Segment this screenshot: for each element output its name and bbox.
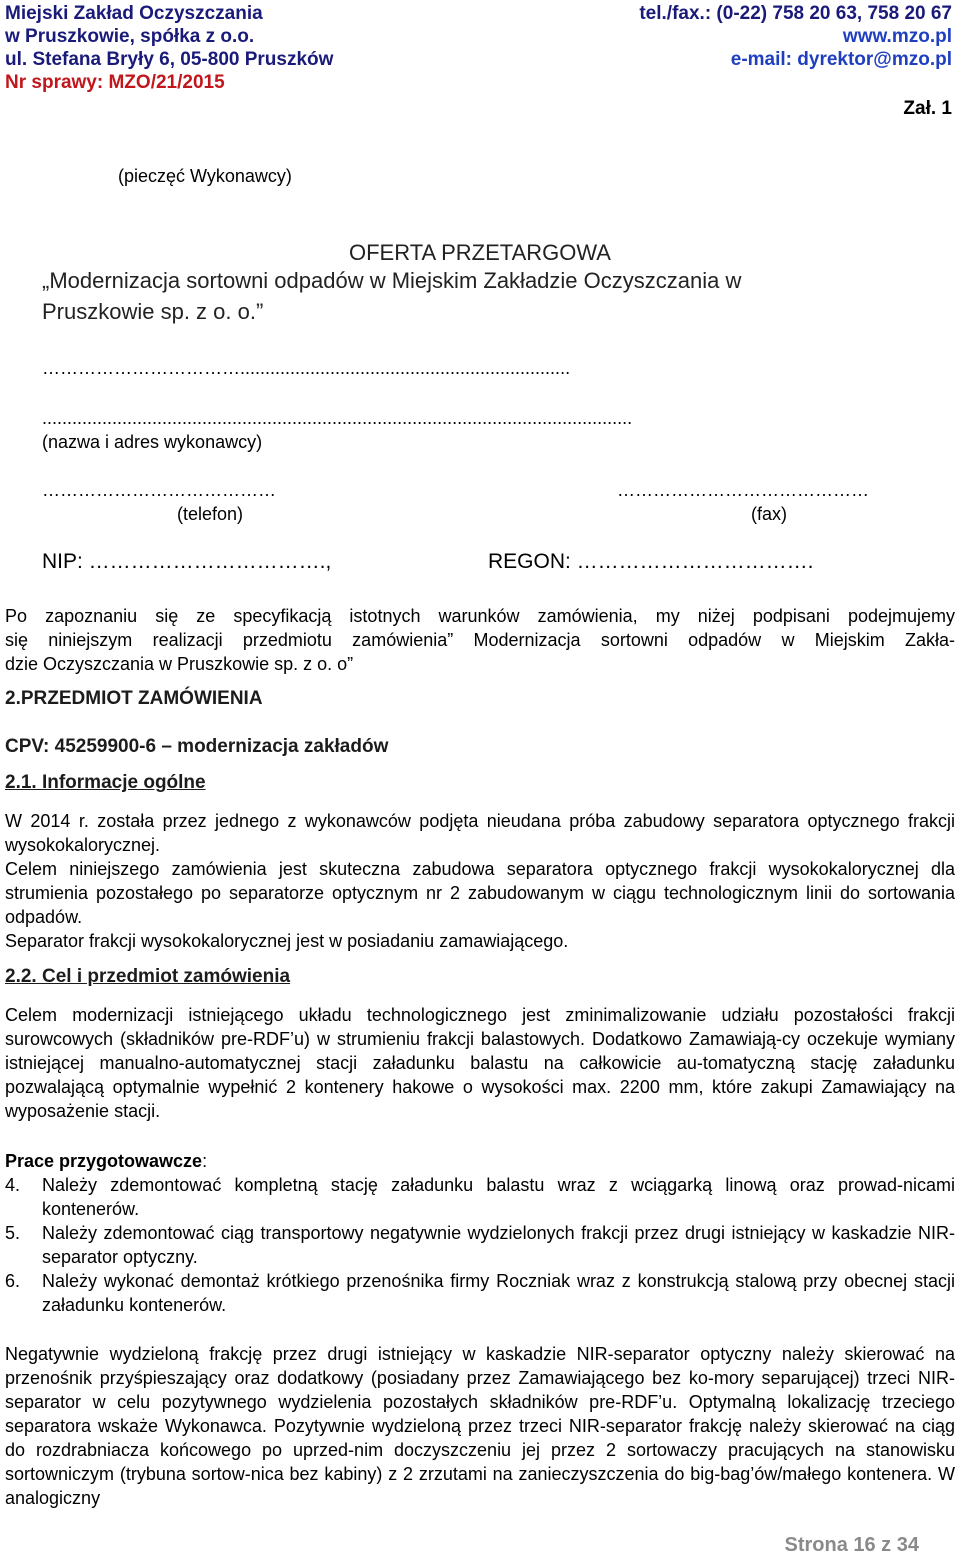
contractor-name-field[interactable]: …………………………….................................................................. xyxy=(42,358,571,378)
paragraph-attempt: W 2014 r. została przez jednego z wykonawców podjęta nieudana próba zabudowy separatora optycznego frakcji wysokokalorycznej. xyxy=(5,811,955,855)
section-heading: 2.PRZEDMIOT ZAMÓWIENIA xyxy=(5,688,263,709)
list-item xyxy=(5,1269,955,1317)
offer-title: OFERTA PRZETARGOWA xyxy=(349,240,611,265)
list-item-text: Należy wykonać demontaż krótkiego przenośnika firmy Roczniak wraz z konstrukcją stalową przy obecnej stacji załadunku kontenerów. xyxy=(42,1271,955,1315)
list-item xyxy=(5,1173,955,1221)
phone-fax: tel./fax.: (0-22) 758 20 63, 758 20 67 xyxy=(639,3,952,24)
case-number: Nr sprawy: MZO/21/2015 xyxy=(5,72,225,93)
fax-field[interactable]: …………………………………… xyxy=(617,480,869,500)
subsection-heading-general: 2.1. Informacje ogólne xyxy=(5,772,206,793)
attachment-label: Zał. 1 xyxy=(903,98,952,119)
paragraph-purpose: Celem modernizacji istniejącego układu technologicznego jest zminimalizowanie udziału pozostałości frakcji surowcowych (składników pre-RDF’u) w strumieniu frakcji balastowych. Dodatkowo Zamawiają-cy oczekuje wymiany istniejącej manualno-automatycznej stacji załadunku balastu na całkowicie au-tomatyczną stację załadunku pozwalającą optymalnie wypełnić 2 kontenery hakowe o wysokości max. 2200 mm, które zakupi Zamawiający na wyposażenie stacji. xyxy=(5,1005,955,1121)
email-link[interactable]: e-mail: dyrektor@mzo.pl xyxy=(730,49,952,70)
contractor-name-label: (nazwa i adres wykonawcy) xyxy=(42,432,263,452)
intro-line3: dzie Oczyszczania w Pruszkowie sp. z o. o” xyxy=(5,654,354,674)
phone-label: (telefon) xyxy=(177,504,244,524)
intro-line2: się niniejszym realizacji przedmiotu zamówienia” Modernizacja sortowni odpadów w Miejskim Zakła- xyxy=(5,630,955,650)
offer-subject-line1: „Modernizacja sortowni odpadów w Miejskim Zakładzie Oczyszczania w xyxy=(42,268,742,293)
phone-field[interactable]: ………………………………… xyxy=(42,480,276,500)
intro-line1: Po zapoznaniu się ze specyfikacją istotnych warunków zamówienia, my niżej podpisani podejmujemy xyxy=(5,606,955,626)
list-item-number: 4. xyxy=(5,1175,21,1195)
list-item-number: 5. xyxy=(5,1223,21,1243)
paragraph-separator: Separator frakcji wysokokalorycznej jest w posiadaniu zamawiającego. xyxy=(5,931,569,951)
fax-label: (fax) xyxy=(751,504,787,524)
contractor-stamp-label: (pieczęć Wykonawcy) xyxy=(118,166,292,186)
nip-field[interactable]: NIP: ……………………………., xyxy=(42,550,332,573)
list-item-text: Należy zdemontować ciąg transportowy negatywnie wydzielonych frakcji przez drugi istniejący w kaskadzie NIR-separator optyczny. xyxy=(42,1223,955,1267)
regon-field[interactable]: REGON: ……………………………. xyxy=(488,550,814,573)
org-name-line1: Miejski Zakład Oczyszczania xyxy=(5,3,263,24)
paragraph-negative-fraction: Negatywnie wydzieloną frakcję przez drugi istniejący w kaskadzie NIR-separator optyczny należy skierować na przenośnik przyśpieszający oraz dodatkowy (posiadany przez Zamawiającego bez ko-mory separującej) trzeci NIR-separator w celu pozytywnego wydzielenia pozostałych składników pre-RDF’u. Optymalną lokalizację trzeciego separatora wskaże Wykonawca. Pozytywnie wydzieloną przez trzeci NIR-separator frakcję należy skierować na ciąg do rozdrabniacza końcowego po uprzed-nim doczyszczeniu jej przez 2 sortowaczy pracujących na stanowisku sortowniczym (trybuna sortow-nica bez kabiny) z 2 zrzutami na zanieczyszczenia do big-bag’ów/małego kontenera. W analogiczny xyxy=(5,1344,955,1508)
list-item xyxy=(5,1221,955,1269)
cpv-code: CPV: 45259900-6 – modernizacja zakładów xyxy=(5,736,389,757)
org-address: ul. Stefana Bryły 6, 05-800 Pruszków xyxy=(5,49,334,70)
org-name-line2: w Pruszkowie, spółka z o.o. xyxy=(5,26,255,47)
prep-work-heading-colon: : xyxy=(202,1151,208,1171)
page-number: Strona 16 z 34 xyxy=(784,1534,919,1556)
prep-work-heading-text: Prace przygotowawcze xyxy=(5,1151,203,1171)
list-item-text: Należy zdemontować kompletną stację załadunku balastu wraz z wciągarką linową oraz prowad-nicami kontenerów. xyxy=(42,1175,955,1219)
website-link[interactable]: www.mzo.pl xyxy=(842,26,952,47)
subsection-heading-purpose: 2.2. Cel i przedmiot zamówienia xyxy=(5,966,291,987)
list-item-number: 6. xyxy=(5,1271,21,1291)
paragraph-goal: Celem niniejszego zamówienia jest skuteczna zabudowa separatora optycznego frakcji wysokokalorycznej dla strumienia pozostałego po separatorze optycznym nr 2 zabudowanym w ciągu technologicznym linii do sortowania odpadów. xyxy=(5,859,955,927)
prep-work-heading xyxy=(5,1149,207,1173)
offer-subject-line2: Pruszkowie sp. z o. o.” xyxy=(42,299,264,324)
contractor-address-field[interactable]: ...................................................................................................................... xyxy=(42,408,633,428)
